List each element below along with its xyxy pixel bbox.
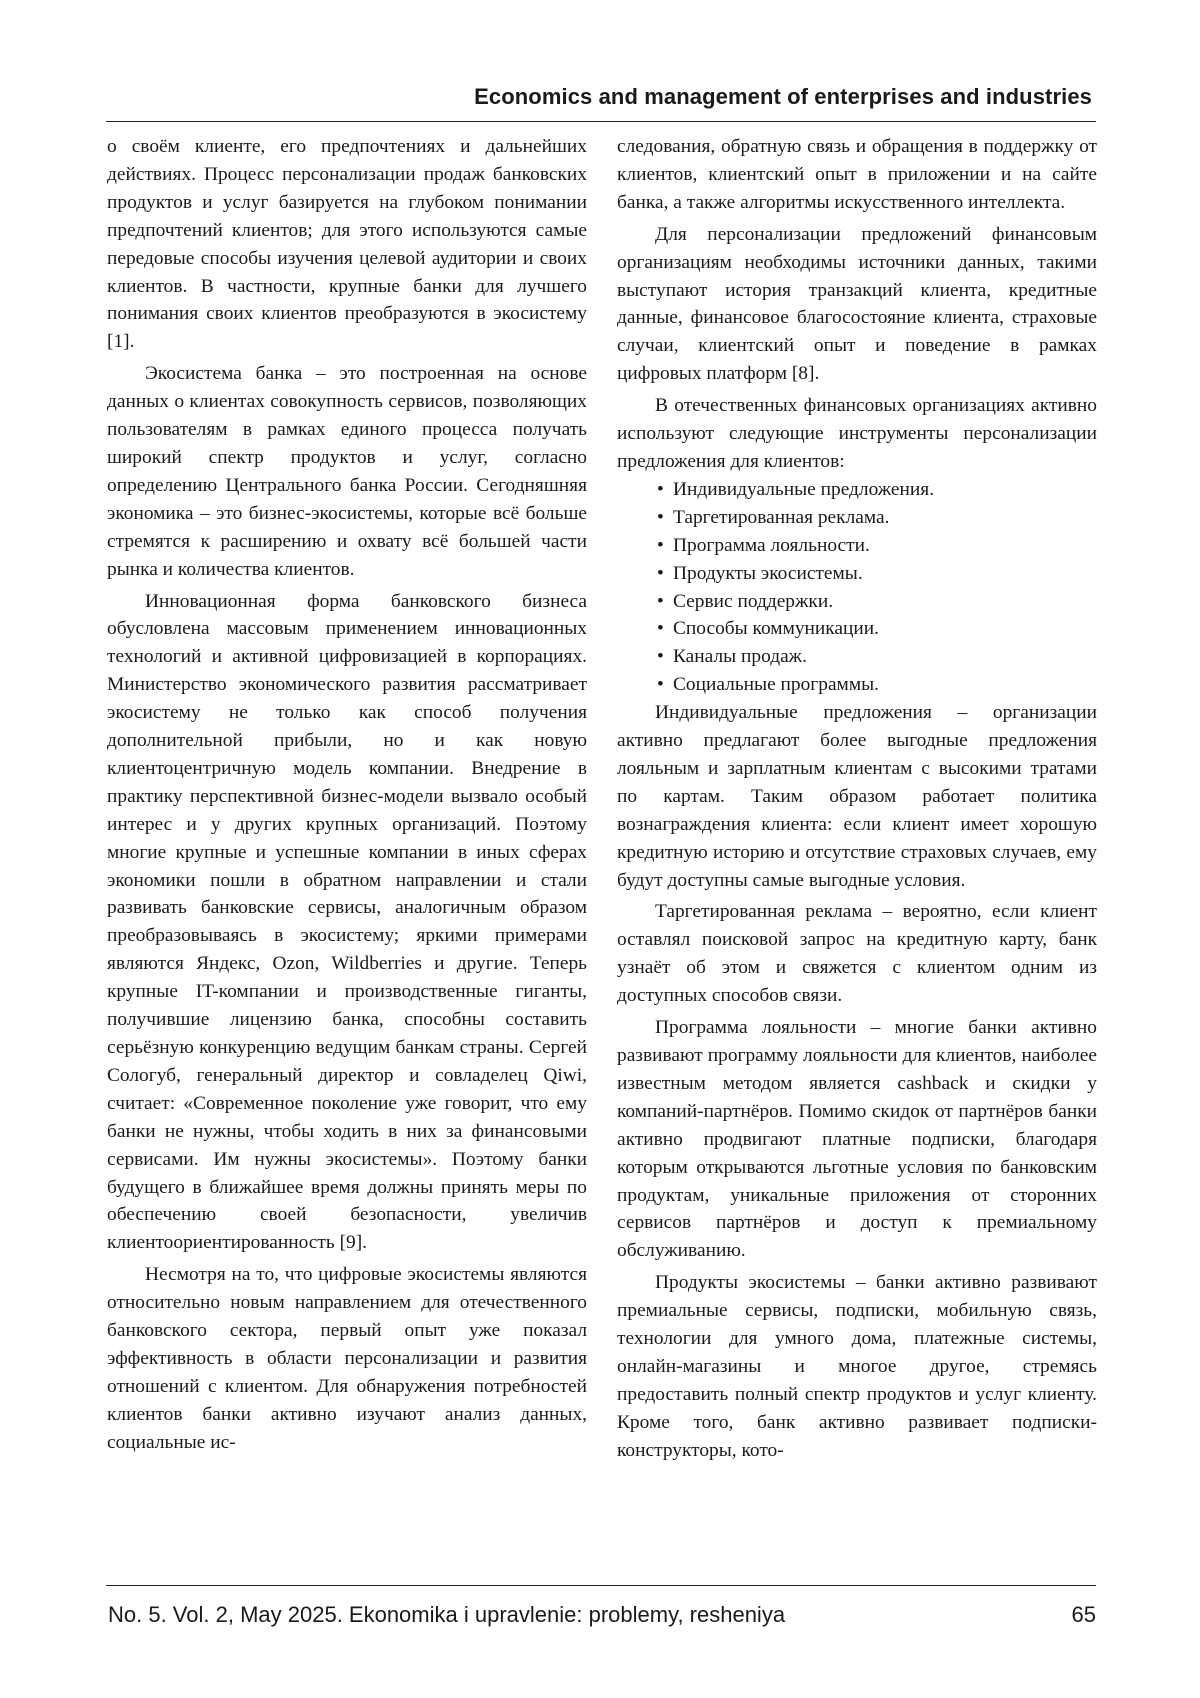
paragraph: о своём клиенте, его предпочтениях и дальнейших действиях. Процесс персонализации продаж банковских продуктов и услуг базируется на глубоком понимании предпочтений клиентов; для этого используются самые передовые способы изучения целевой аудитории и своих клиентов. В частности, крупные банки для лучшего понимания своих клиентов преобразуются в экосистему [1]. [107, 136, 587, 353]
paragraph: В отечественных финансовых организациях активно используют следующие инструменты персонализации предложения для клиентов: [617, 395, 1097, 472]
list-item: • Сервис поддержки. [657, 588, 1097, 616]
paragraph: Для персонализации предложений финансовым организациям необходимы источники данных, такими выступают история транзакций клиента, кредитные данные, финансовое благосостояние клиента, страховые случаи, клиентский опыт и поведение в рамках цифровых платформ [8]. [617, 223, 1097, 385]
paragraph: Продукты экосистемы – банки активно развивают премиальные сервисы, подписки, мобильную связь, технологии для умного дома, платежные системы, онлайн-магазины и многое другое, стремясь предоставить полный спектр продуктов и услуг клиенту. Кроме того, банк активно развивает подписки-конструкторы, кото- [617, 1272, 1097, 1461]
right-column [617, 133, 1097, 1465]
bullet-list [617, 476, 1097, 699]
paragraph: следования, обратную связь и обращения в поддержку от клиентов, клиентский опыт в приложении и на сайте банка, а также алгоритмы искусственного интеллекта. [617, 136, 1097, 213]
list-item: • Способы коммуникации. [657, 615, 1097, 643]
paragraph: Индивидуальные предложения – организации активно предлагают более выгодные предложения лояльным и зарплатным клиентам с высокими тратами по картам. Таким образом работает политика вознаграждения клиента: если клиент имеет хорошую кредитную историю и отсутствие страховых случаев, ему будут доступны самые выгодные условия. [617, 702, 1097, 891]
header-rule [106, 121, 1096, 122]
paragraph: Несмотря на то, что цифровые экосистемы являются относительно новым направлением для отечественного банковского сектора, первый опыт уже показал эффективность в области персонализации и развития отношений с клиентом. Для обнаружения потребностей клиентов банки активно изучают анализ данных, социальные ис- [107, 1264, 587, 1453]
list-item: • Программа лояльности. [657, 532, 1097, 560]
footer-rule [106, 1585, 1096, 1586]
page-number: 65 [1071, 1602, 1096, 1627]
list-item: • Таргетированная реклама. [657, 504, 1097, 532]
list-item: • Социальные программы. [657, 671, 1097, 699]
paragraph: Экосистема банка – это построенная на основе данных о клиентах совокупность сервисов, позволяющих пользователям в рамках единого процесса получать широкий спектр продуктов и услуг, согласно определению Центрального банка России. Сегодняшняя экономика – это бизнес-экосистемы, которые всё больше стремятся к расширению и охвату всё большей части рынка и количества клиентов. [107, 363, 587, 580]
list-item: • Каналы продаж. [657, 643, 1097, 671]
paragraph: Инновационная форма банковского бизнеса обусловлена массовым применением инновационных технологий и активной цифровизацией в корпорациях. Министерство экономического развития рассматривает экосистему не только как способ получения дополнительной прибыли, но и как новую клиентоцентричную модель компании. Внедрение в практику перспективной бизнес-модели вызвало особый интерес и у других крупных организаций. Поэтому многие крупные и успешные компании в иных сферах экономики пошли в обратном направлении и стали развивать банковские сервисы, аналогичным образом преобразовываясь в экосистему; яркими примерами являются Яндекс, Ozon, Wildberries и другие. Теперь крупные IT-компании и производственные гиганты, получившие лицензию банка, способны составить серьёзную конкуренцию ведущим банкам страны. Сергей Сологуб, генеральный директор и совладелец Qiwi, считает: «Современное поколение уже говорит, что ему банки не нужны, чтобы ходить в них за финансовыми сервисами. Им нужны экосистемы». Поэтому банки будущего в ближайшее время должны принять меры по обеспечению своей безопасности, увеличив клиентоориентированность [9]. [107, 590, 587, 1254]
paragraph: Программа лояльности – многие банки активно развивают программу лояльности для клиентов, наиболее известным методом является cashback и скидки у компаний-партнёров. Помимо скидок от партнёров банки активно продвигают платные подписки, благодаря которым открываются льготные условия по банковским продуктам, уникальные приложения от сторонних сервисов партнёров и доступ к премиальному обслуживанию. [617, 1017, 1097, 1262]
list-item: • Индивидуальные предложения. [657, 476, 1097, 504]
list-item: • Продукты экосистемы. [657, 560, 1097, 588]
left-column [107, 133, 587, 1457]
running-header: Economics and management of enterprises and industries [474, 84, 1092, 109]
footer-citation: No. 5. Vol. 2, May 2025. Ekonomika i upravlenie: problemy, resheniya [108, 1602, 786, 1627]
paragraph: Таргетированная реклама – вероятно, если клиент оставлял поисковой запрос на кредитную карту, банк узнаёт об этом и свяжется с клиентом одним из доступных способов связи. [617, 901, 1097, 1007]
